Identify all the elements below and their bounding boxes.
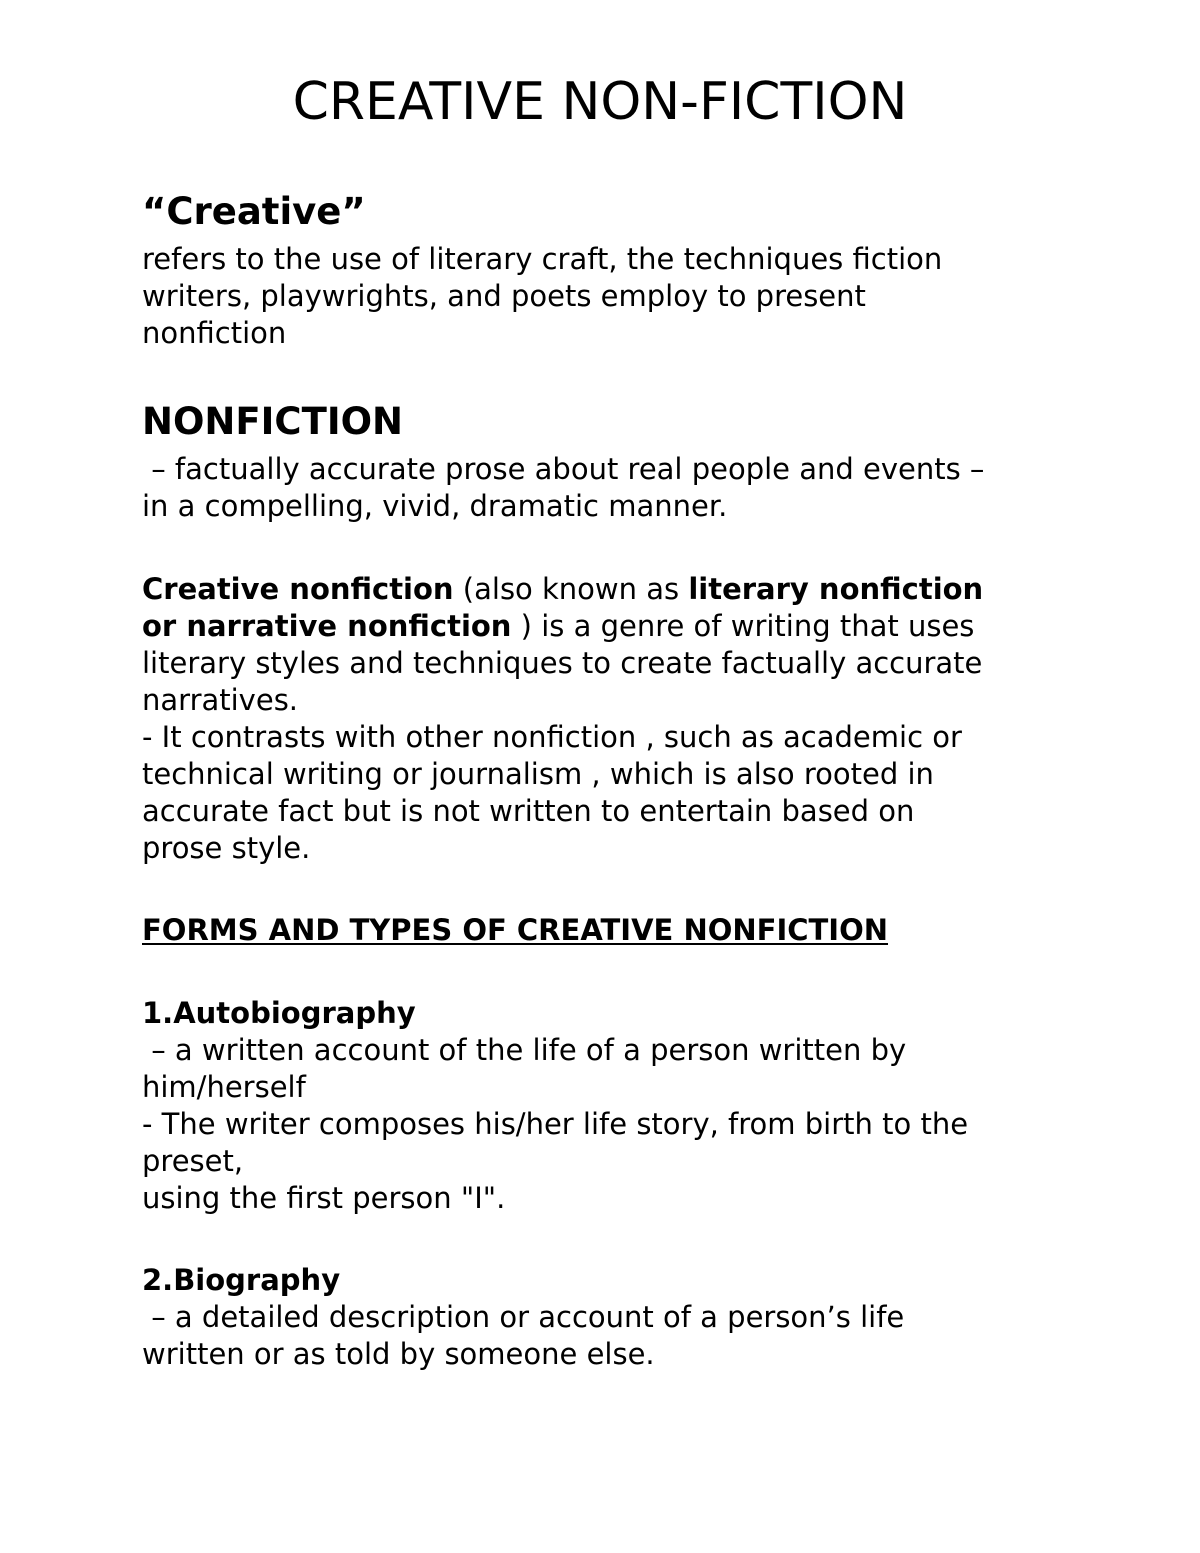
definition-line-7: accurate fact but is not written to entertain based on [142,794,915,828]
definition-line-5: - It contrasts with other nonfiction , such as academic or [142,720,962,754]
definition-line-3: literary styles and techniques to create factually accurate [142,646,983,680]
aka-open: (also known as [453,572,689,606]
autobiography-definition [142,1032,1072,1217]
aka-close: ) is a genre of writing that uses [511,609,975,643]
term-literary-nonfiction: literary nonfiction [688,572,984,606]
forms-heading: FORMS AND TYPES OF CREATIVE NONFICTION [142,913,889,947]
creative-definition [142,241,1072,352]
definition-line-1 [142,571,1072,608]
autobiography-line-4: preset, [142,1144,244,1178]
creative-line-3: nonfiction [142,316,287,350]
biography-definition [142,1299,1072,1373]
definition-line-6: technical writing or journalism , which is also rooted in [142,757,934,791]
term-narrative-nonfiction: or narrative nonfiction [142,609,512,643]
autobiography-line-3: - The writer composes his/her life story, from birth to the [142,1107,969,1141]
creative-nonfiction-paragraph [142,571,1072,867]
definition-line-4: narratives. [142,683,299,717]
creative-line-2: writers, playwrights, and poets employ to present [142,279,866,313]
biography-line-1: – a detailed description or account of a person’s life [142,1300,905,1334]
term-creative-nonfiction: Creative nonfiction [142,572,454,606]
autobiography-line-1: – a written account of the life of a person written by [142,1033,907,1067]
creative-heading: “Creative” [142,190,366,233]
biography-line-2: written or as told by someone else. [142,1337,655,1371]
creative-line-1: refers to the use of literary craft, the techniques fiction [142,242,943,276]
page-title: CREATIVE NON-FICTION [292,72,908,132]
biography-heading: 2.Biography [142,1263,341,1297]
definition-line-2 [142,608,1072,645]
nonfiction-line-1: – factually accurate prose about real people and events – [142,452,985,486]
autobiography-line-5: using the first person "I". [142,1181,506,1215]
autobiography-heading: 1.Autobiography [142,996,416,1030]
nonfiction-heading: NONFICTION [142,400,404,443]
autobiography-line-2: him/herself [142,1070,306,1104]
nonfiction-definition [142,451,1072,525]
nonfiction-line-2: in a compelling, vivid, dramatic manner. [142,489,728,523]
definition-line-8: prose style. [142,831,311,865]
